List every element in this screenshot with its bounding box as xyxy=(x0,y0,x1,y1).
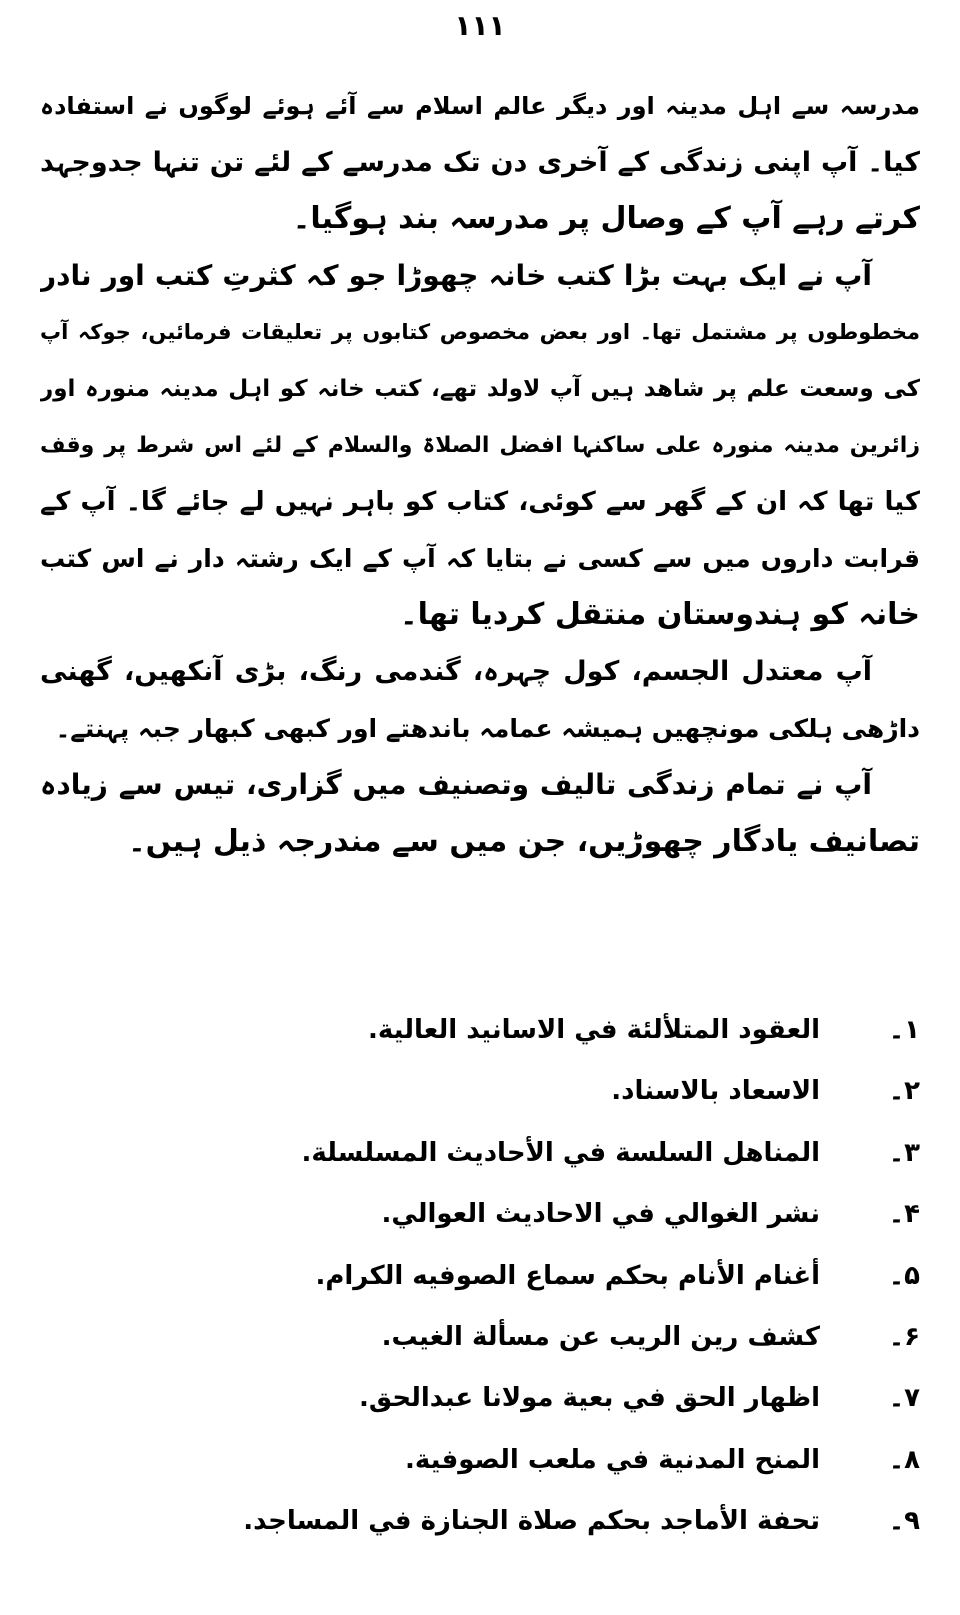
works-list xyxy=(40,1000,920,1553)
text-line: کیا تھا کہ ان کے گھر سے کوئی، کتاب کو باہر نہیں لے جائے گا۔ آپ کے xyxy=(40,487,920,518)
list-item-number: ۵۔ xyxy=(888,1260,920,1291)
list-item-title: الاسعاد بالاسناد. xyxy=(611,1076,820,1107)
list-item-title: كشف رين الريب عن مسألة الغيب. xyxy=(381,1321,820,1352)
list-item-title: تحفة الأماجد بحكم صلاة الجنازة في المساجد. xyxy=(243,1506,820,1537)
list-item xyxy=(40,1123,920,1184)
list-item-title: المناهل السلسة في الأحاديث المسلسلة. xyxy=(301,1137,820,1168)
list-item xyxy=(40,1307,920,1368)
text-line: تصانیف یادگار چھوڑیں، جن میں سے مندرجہ ذیل ہیں۔ xyxy=(128,823,920,859)
list-item-number: ۷۔ xyxy=(888,1383,920,1414)
list-item xyxy=(40,1000,920,1061)
list-item-title: نشر الغوالي في الاحاديث العوالي. xyxy=(381,1199,820,1230)
list-item xyxy=(40,1430,920,1491)
list-item-number: ۴۔ xyxy=(888,1199,920,1230)
text-line: آپ معتدل الجسم، کول چہرہ، گندمی رنگ، بڑی آنکھیں، گھنی xyxy=(40,655,872,687)
list-item-title: اظهار الحق في بعية مولانا عبدالحق. xyxy=(359,1383,820,1414)
list-item-number: ۱۔ xyxy=(888,1015,920,1045)
list-item xyxy=(40,1246,920,1307)
list-item-title: أغنام الأنام بحكم سماع الصوفيه الكرام. xyxy=(315,1260,820,1291)
text-line: خانہ کو ہندوستان منتقل کردیا تھا۔ xyxy=(399,597,920,633)
page-number: ۱۱۱ xyxy=(454,9,506,42)
list-item-title: المنح المدنية في ملعب الصوفية. xyxy=(404,1444,820,1475)
text-line: کی وسعت علم پر شاھد ہیں آپ لاولد تھے، کتب خانہ کو اہل مدینہ منورہ اور xyxy=(40,375,920,402)
text-line: داڑھی ہلکی مونچھیں ہمیشہ عمامہ باندھتے اور کبھی کبھار جبہ پہنتے۔ xyxy=(55,713,920,743)
text-line: آپ نے ایک بہت بڑا کتب خانہ چھوڑا جو کہ کثرتِ کتب اور نادر xyxy=(40,258,872,292)
list-item xyxy=(40,1184,920,1245)
text-line: کیا۔ آپ اپنی زندگی کے آخری دن تک مدرسے کے لئے تن تنہا جدوجہد xyxy=(40,146,920,178)
list-item xyxy=(40,1491,920,1552)
list-item xyxy=(40,1368,920,1429)
list-item xyxy=(40,1061,920,1122)
list-item-number: ۸۔ xyxy=(888,1444,920,1475)
body-text xyxy=(40,78,920,870)
text-line: قرابت داروں میں سے کسی نے بتایا کہ آپ کے ایک رشتہ دار نے اس کتب xyxy=(40,543,920,573)
list-item-number: ۶۔ xyxy=(888,1321,920,1352)
text-line: زائرین مدینہ منورہ علی ساکنہا افضل الصلاۃ والسلام کے لئے اس شرط پر وقف xyxy=(40,432,920,458)
list-item-number: ۳۔ xyxy=(888,1137,920,1168)
text-line: آپ نے تمام زندگی تالیف وتصنیف میں گزاری، تیس سے زیادہ xyxy=(40,768,872,802)
text-line: کرتے رہے آپ کے وصال پر مدرسہ بند ہوگیا۔ xyxy=(292,201,920,237)
list-item-number: ۹۔ xyxy=(888,1506,920,1537)
list-item-title: العقود المتلألئة في الاسانيد العالية. xyxy=(368,1015,820,1045)
text-line: مدرسہ سے اہل مدینہ اور دیگر عالم اسلام سے آئے ہوئے لوگوں نے استفادہ xyxy=(40,92,920,120)
text-line: مخطوطوں پر مشتمل تھا۔ اور بعض مخصوص کتابوں پر تعلیقات فرمائیں، جوکہ آپ xyxy=(40,320,920,345)
list-item-number: ۲۔ xyxy=(888,1076,920,1107)
